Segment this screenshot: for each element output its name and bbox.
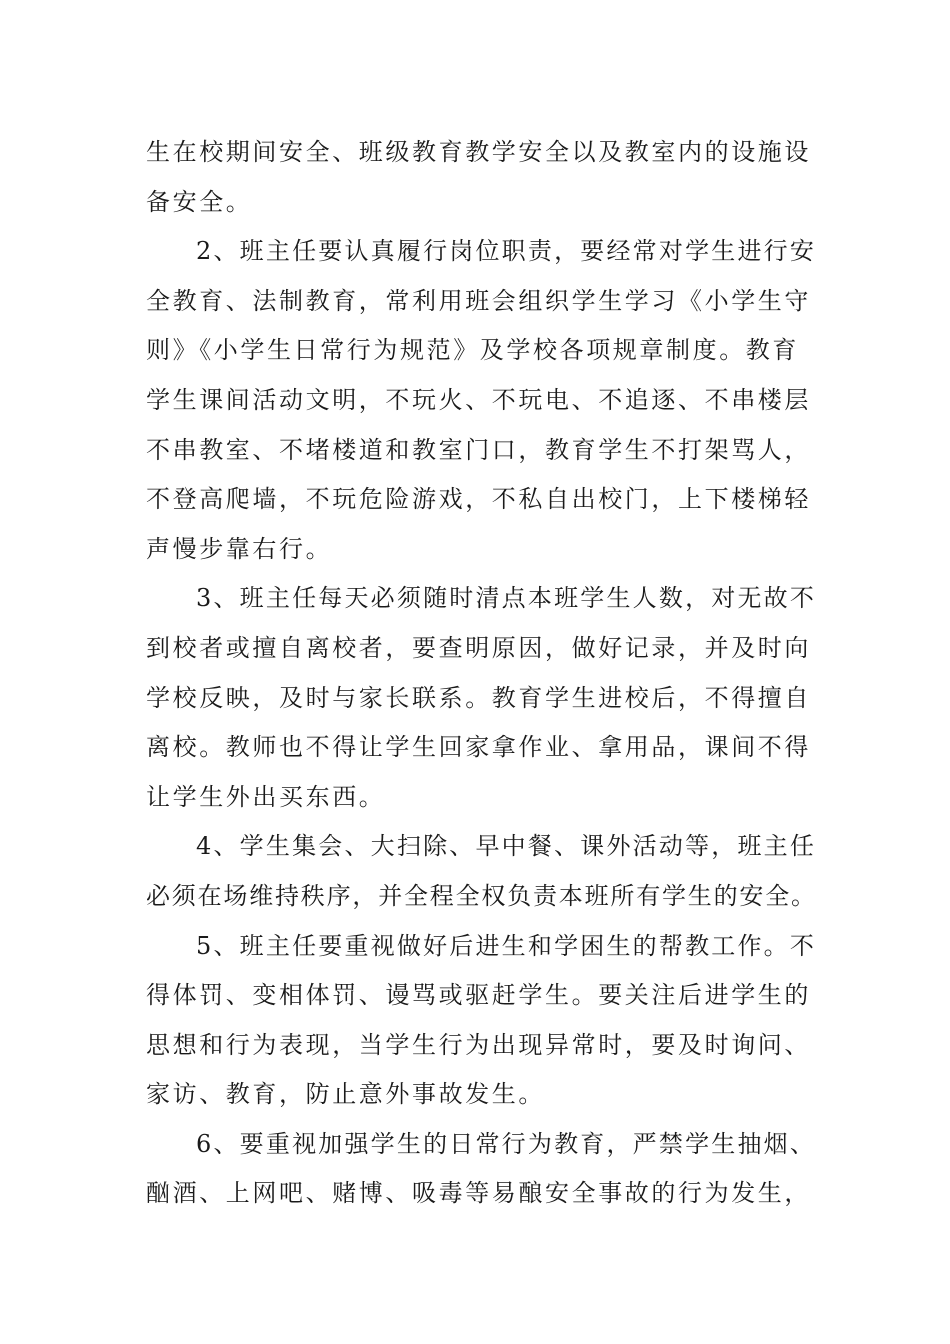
text-line-20: 家访、教育，防止意外事故发生。	[146, 1080, 545, 1109]
text-line-11: 到校者或擅自离校者，要查明原因，做好记录，并及时向	[146, 633, 811, 662]
text-line-10: 3、班主任每天必须随时清点本班学生人数，对无故不	[196, 584, 817, 613]
text-line-21: 6、要重视加强学生的日常行为教育，严禁学生抽烟、	[196, 1129, 817, 1158]
text-line-16: 必须在场维持秩序，并全程全权负责本班所有学生的安全。	[146, 881, 817, 910]
text-line-12: 学校反映，及时与家长联系。教育学生进校后，不得擅自	[146, 683, 811, 712]
text-line-2: 备安全。	[146, 187, 253, 216]
text-line-1: 生在校期间安全、班级教育教学安全以及教室内的设施设	[146, 138, 811, 166]
text-line-6: 学生课间活动文明，不玩火、不玩电、不追逐、不串楼层	[146, 385, 811, 414]
text-line-15: 4、学生集会、大扫除、早中餐、课外活动等，班主任	[196, 832, 817, 861]
text-line-5: 则》《小学生日常行为规范》及学校各项规章制度。教育	[146, 336, 799, 365]
text-line-3: 2、班主任要认真履行岗位职责，要经常对学生进行安	[196, 237, 817, 266]
text-line-19: 思想和行为表现，当学生行为出现异常时，要及时询问、	[146, 1030, 811, 1059]
text-line-8: 不登高爬墙，不玩危险游戏，不私自出校门，上下楼梯轻	[146, 485, 811, 514]
text-line-17: 5、班主任要重视做好后进生和学困生的帮教工作。不	[196, 931, 817, 960]
text-line-14: 让学生外出买东西。	[146, 782, 386, 811]
text-line-13: 离校。教师也不得让学生回家拿作业、拿用品，课间不得	[146, 733, 811, 762]
text-line-9: 声慢步靠右行。	[146, 534, 333, 563]
text-line-18: 得体罚、变相体罚、谩骂或驱赶学生。要关注后进学生的	[146, 981, 811, 1010]
document-body	[146, 128, 816, 1219]
text-line-4: 全教育、法制教育，常利用班会组织学生学习《小学生守	[146, 286, 811, 315]
text-line-22: 酗酒、上网吧、赌博、吸毒等易酿安全事故的行为发生，	[146, 1179, 811, 1208]
text-line-7: 不串教室、不堵楼道和教室门口，教育学生不打架骂人，	[146, 435, 811, 464]
